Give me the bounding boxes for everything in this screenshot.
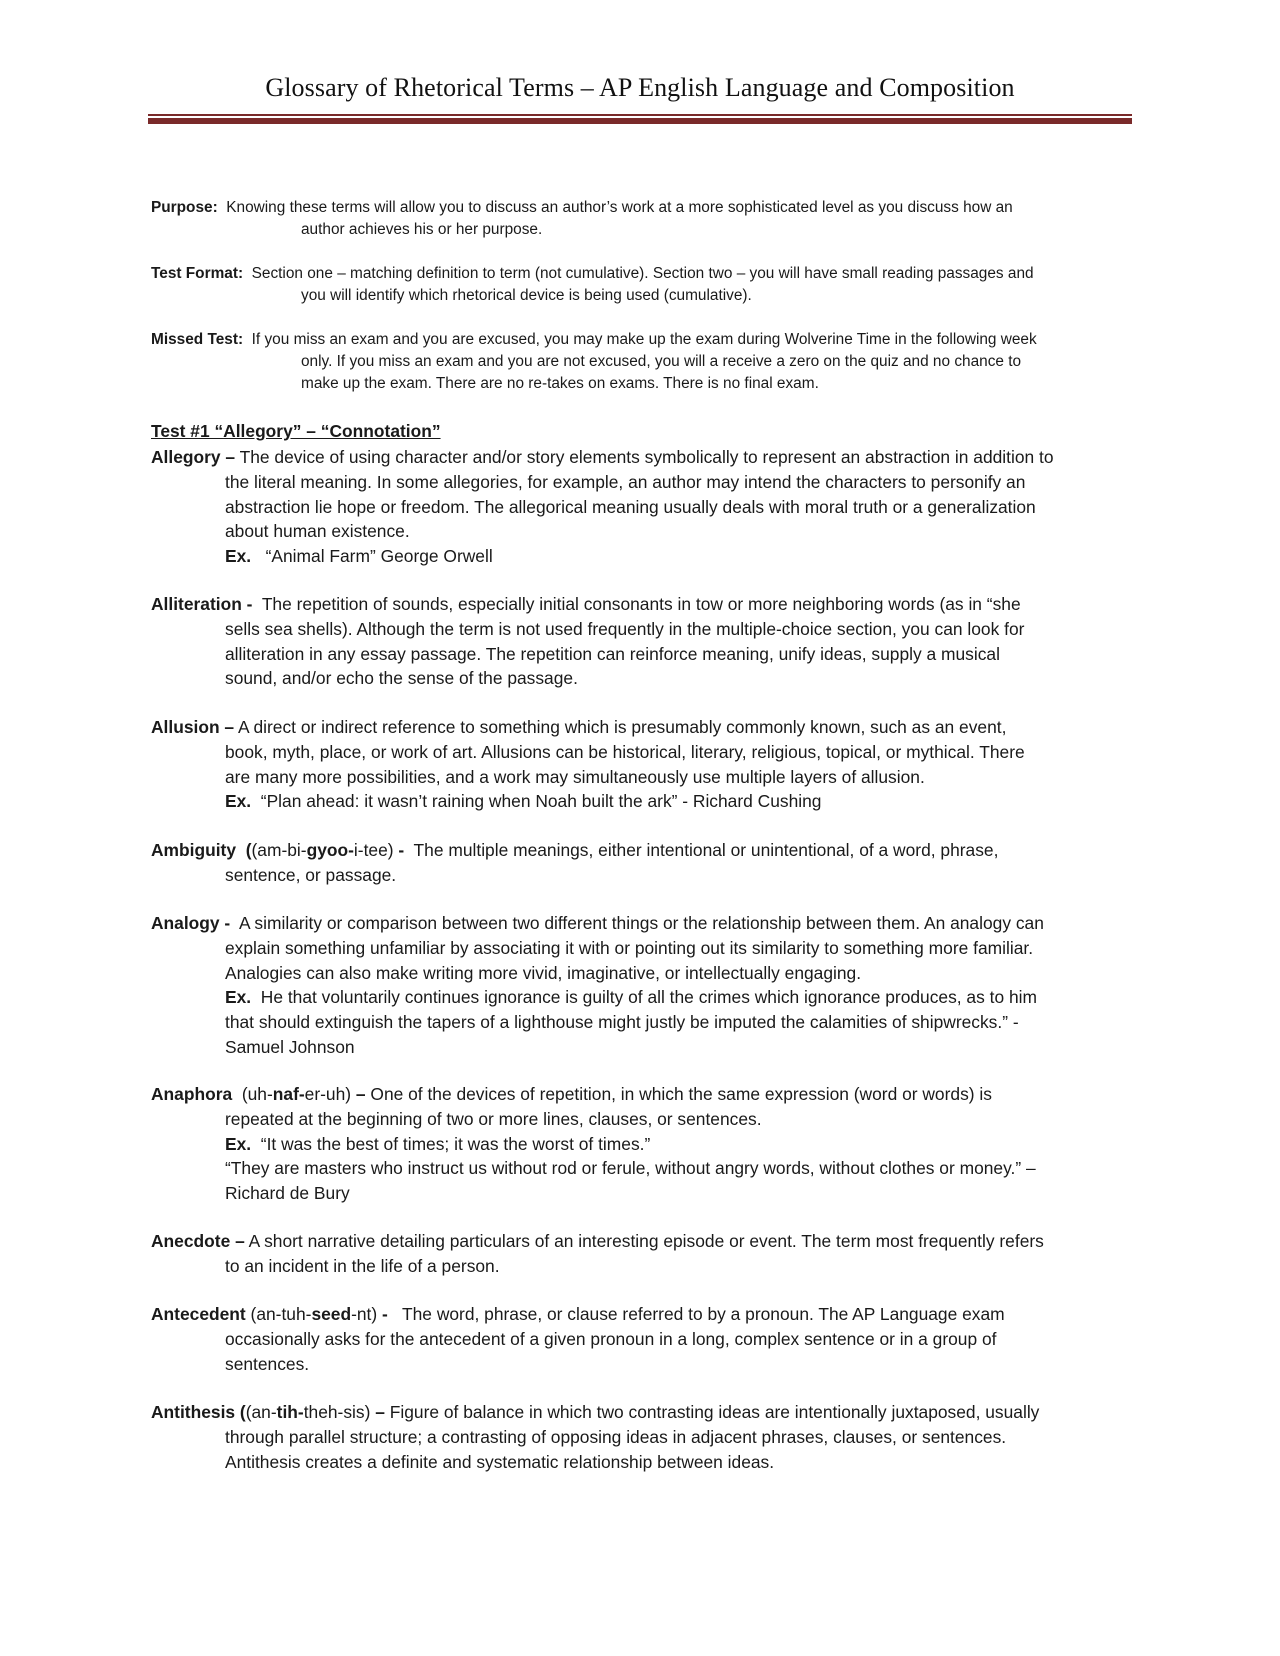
- entry-definition: repeated at the beginning of two or more lines, clauses, or sentences.: [225, 1108, 762, 1129]
- entry-definition: the literal meaning. In some allegories, for example, an author may intend the characters to personify an: [225, 471, 1026, 492]
- entry-definition: sentences.: [225, 1353, 310, 1374]
- title-rule-thin: [148, 114, 1132, 116]
- pronunciation: (am-bi-: [251, 840, 307, 860]
- entry-definition: The multiple meanings, either intentional or unintentional, of a word, phrase,: [413, 840, 999, 860]
- entry-definition: book, myth, place, or work of art. Allusions can be historical, literary, religious, topical, or mythical. There: [225, 741, 1025, 762]
- entry-definition: Figure of balance in which two contrasting ideas are intentionally juxtaposed, usually: [389, 1402, 1040, 1422]
- entry-term: Allegory –: [151, 447, 236, 467]
- pronunciation: theh-sis): [303, 1402, 371, 1422]
- example-text: “Plan ahead: it wasn’t raining when Noah built the ark” - Richard Cushing: [260, 791, 822, 812]
- glossary-entry-antithesis: Antithesis ((an-tih-theh-sis) – Figure of balance in which two contrasting ideas are intentionally juxtaposed, usually through parallel structure; a contrasting of opposing ideas in adjacent phrases, clauses, or sentences. Antithesis creates a definite and systematic relationship between ideas.: [151, 1400, 1141, 1474]
- glossary-entry-alliteration: [151, 592, 1141, 691]
- intro-text: you will identify which rhetorical device is being used (cumulative).: [301, 287, 752, 304]
- entry-definition: A similarity or comparison between two different things or the relationship between them. An analogy can: [238, 913, 1044, 933]
- example-label: Ex.: [225, 546, 252, 567]
- entry-term: Anaphora: [151, 1084, 233, 1104]
- entry-definition: sound, and/or echo the sense of the passage.: [225, 668, 578, 689]
- entry-term: Analogy -: [151, 913, 231, 933]
- intro-text: Section one – matching definition to term (not cumulative). Section two – you will have small reading passages and: [251, 265, 1034, 282]
- entry-definition: Antithesis creates a definite and systematic relationship between ideas.: [225, 1451, 775, 1472]
- glossary-entry-anecdote: [151, 1229, 1141, 1279]
- entry-definition: The word, phrase, or clause referred to by a pronoun. The AP Language exam: [402, 1304, 1005, 1324]
- intro-text: make up the exam. There are no re-takes on exams. There is no final exam.: [301, 375, 819, 392]
- intro-test-format: [151, 263, 1131, 307]
- intro-missed-test: [151, 329, 1131, 395]
- entry-definition: abstraction lie hope or freedom. The allegorical meaning usually deals with moral truth or a generalization: [225, 496, 1036, 517]
- glossary-entry-ambiguity: Ambiguity ((am-bi-gyoo-i-tee) - The multiple meanings, either intentional or unintentional, of a word, phrase, sentence, or passage.: [151, 838, 1141, 888]
- glossary-entry-allegory: [151, 445, 1141, 569]
- example-label: Ex.: [225, 791, 252, 812]
- entry-term: Antecedent: [151, 1304, 246, 1324]
- entry-definition: The repetition of sounds, especially initial consonants in tow or more neighboring words (as in “she: [261, 594, 1021, 614]
- intro-label: Purpose:: [151, 199, 218, 216]
- entry-term: Anecdote –: [151, 1231, 245, 1251]
- entry-definition: explain something unfamiliar by associating it with or pointing out its similarity to something more familiar.: [225, 937, 1034, 958]
- entry-term: Allusion –: [151, 717, 235, 737]
- entry-dash: -: [398, 840, 405, 860]
- example-label: Ex.: [225, 1133, 252, 1154]
- entry-term: Ambiguity: [151, 840, 237, 860]
- entry-definition: to an incident in the life of a person.: [225, 1255, 500, 1276]
- pronunciation: (an-: [245, 1402, 277, 1422]
- pronunciation: er-uh): [304, 1084, 352, 1104]
- entry-definition: Analogies can also make writing more vivid, imaginative, or intellectually engaging.: [225, 962, 862, 983]
- intro-label: Test Format:: [151, 265, 244, 282]
- entry-term: Alliteration -: [151, 594, 253, 614]
- entry-definition: occasionally asks for the antecedent of a given pronoun in a long, complex sentence or in a group of: [225, 1328, 997, 1349]
- intro-text: If you miss an exam and you are excused, you may make up the exam during Wolverine Time in the following week: [251, 331, 1037, 348]
- pronunciation-stress: seed: [311, 1304, 352, 1324]
- intro-label: Missed Test:: [151, 331, 244, 348]
- pronunciation-stress: naf-: [272, 1084, 305, 1104]
- title-rule-thick: [148, 118, 1132, 124]
- intro-purpose: [151, 197, 1131, 241]
- example-text: He that voluntarily continues ignorance is guilty of all the crimes which ignorance produces, as to him: [260, 987, 1037, 1008]
- intro-text: author achieves his or her purpose.: [301, 221, 543, 238]
- entry-term: Antithesis: [151, 1402, 236, 1422]
- example-text: “Animal Farm” George Orwell: [265, 546, 493, 567]
- entry-dash: –: [375, 1402, 385, 1422]
- entry-definition: One of the devices of repetition, in which the same expression (word or words) is: [370, 1084, 992, 1104]
- glossary-entry-allusion: [151, 715, 1141, 814]
- entry-definition: through parallel structure; a contrasting of opposing ideas in adjacent phrases, clauses, or sentences.: [225, 1426, 1007, 1447]
- page-title: Glossary of Rhetorical Terms – AP English Language and Composition: [265, 73, 1015, 102]
- entry-definition: about human existence.: [225, 521, 410, 542]
- entry-definition: The device of using character and/or story elements symbolically to represent an abstraction in addition to: [239, 447, 1054, 467]
- entry-dash: -: [382, 1304, 388, 1324]
- pronunciation: i-tee): [353, 840, 394, 860]
- glossary-entry-anaphora: [151, 1082, 1141, 1206]
- example-label: Ex.: [225, 987, 252, 1008]
- section-heading: Test #1 “Allegory” – “Connotation”: [151, 421, 441, 441]
- pronunciation-stress: gyoo-: [306, 840, 354, 860]
- pronunciation: (an-tuh-: [250, 1304, 312, 1324]
- example-text: that should extinguish the tapers of a lighthouse might justly be imputed the calamities of shipwrecks.” -: [225, 1012, 1019, 1033]
- entry-dash: –: [355, 1084, 366, 1104]
- entry-definition: A direct or indirect reference to something which is presumably commonly known, such as an event,: [237, 717, 1007, 737]
- intro-text: Knowing these terms will allow you to discuss an author’s work at a more sophisticated level as you discuss how an: [226, 199, 1013, 216]
- intro-text: only. If you miss an exam and you are not excused, you will a receive a zero on the quiz and no chance to: [301, 353, 1022, 370]
- pronunciation: -nt): [351, 1304, 378, 1324]
- glossary-entry-analogy: [151, 911, 1141, 1060]
- entry-definition: sells sea shells). Although the term is not used frequently in the multiple-choice section, you can look for: [225, 618, 1025, 639]
- pronunciation: (uh-: [241, 1084, 273, 1104]
- entry-definition: sentence, or passage.: [225, 864, 397, 885]
- example-text: “It was the best of times; it was the worst of times.”: [260, 1133, 651, 1154]
- entry-definition: are many more possibilities, and a work may simultaneously use multiple layers of allusion.: [225, 766, 925, 787]
- example-text: Richard de Bury: [225, 1183, 350, 1204]
- entry-definition: alliteration in any essay passage. The repetition can reinforce meaning, unify ideas, supply a musical: [225, 643, 1000, 664]
- glossary-entry-antecedent: [151, 1302, 1141, 1376]
- pronunciation-stress: tih-: [276, 1402, 304, 1422]
- entry-definition: A short narrative detailing particulars of an interesting episode or event. The term most frequently refers: [248, 1231, 1044, 1251]
- example-text: Samuel Johnson: [225, 1036, 355, 1057]
- example-text: “They are masters who instruct us without rod or ferule, without angry words, without clothes or money.” –: [225, 1158, 1036, 1179]
